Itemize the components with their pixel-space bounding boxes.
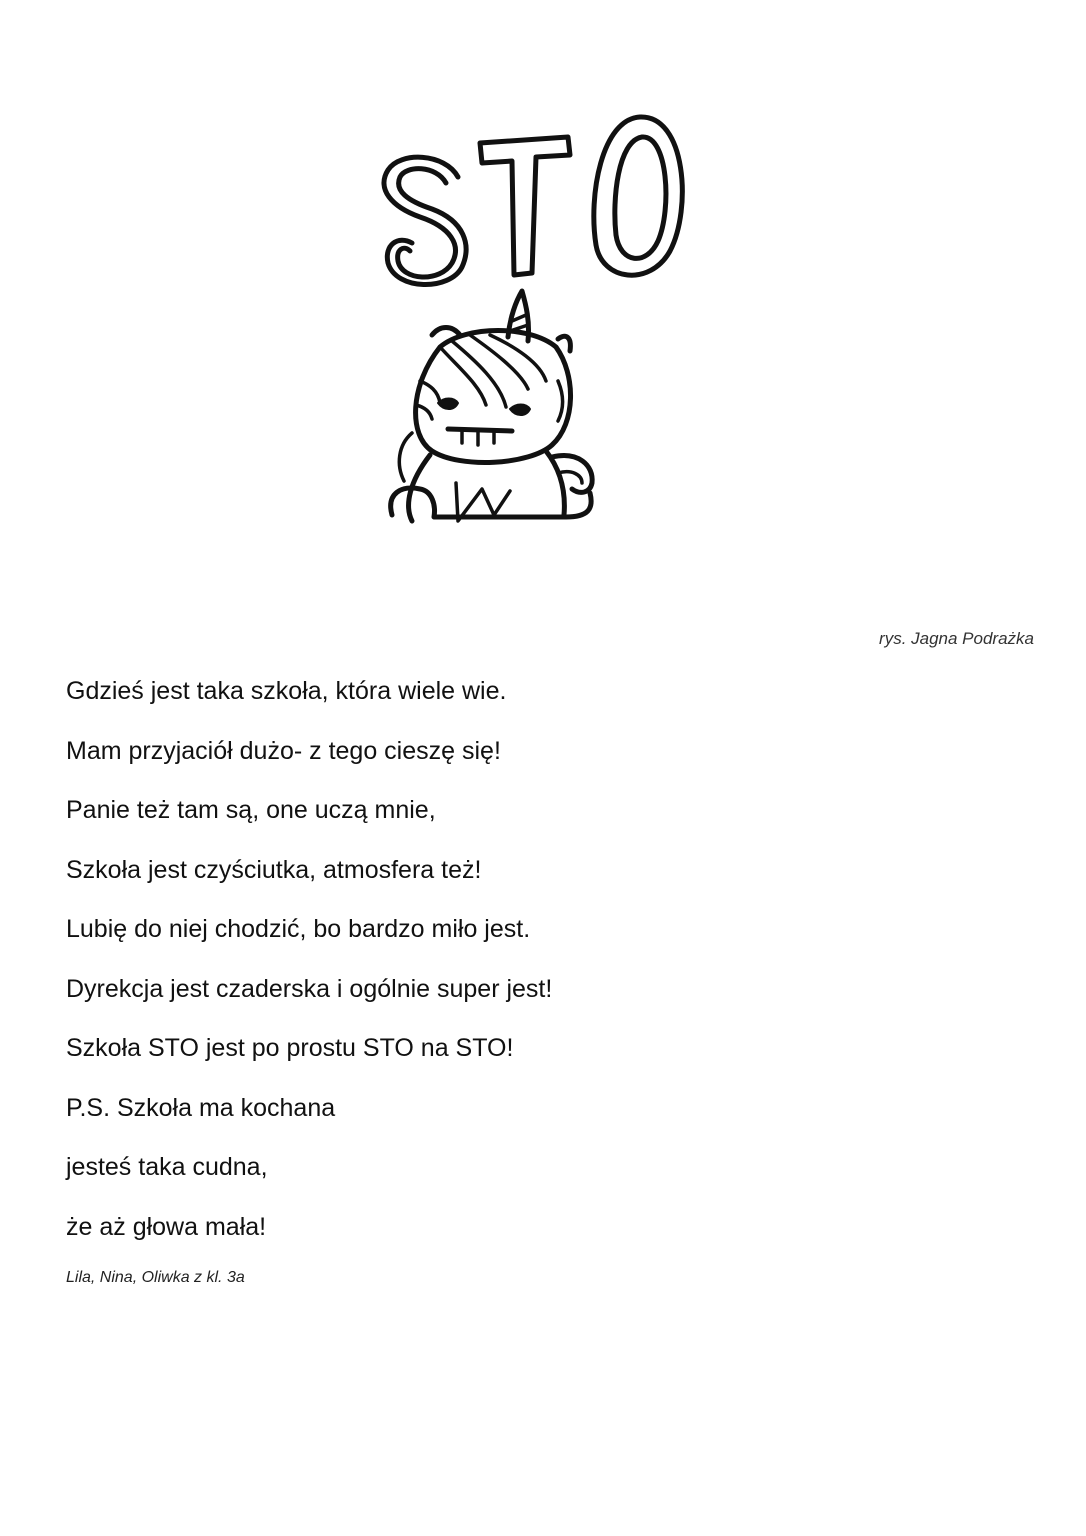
poem-line: że aż głowa mała!	[66, 1212, 267, 1241]
poem-line: Szkoła jest czyściutka, atmosfera też!	[66, 855, 482, 884]
letter-s-drawing	[384, 157, 466, 284]
unicorn-drawing	[391, 291, 592, 521]
poem-authors: Lila, Nina, Oliwka z kl. 3a	[66, 1269, 245, 1286]
poem-line: Gdzieś jest taka szkoła, która wiele wie.	[66, 677, 507, 705]
sto-unicorn-drawing	[340, 85, 740, 560]
poem-line: Dyrekcja jest czaderska i ogólnie super jest!	[66, 974, 553, 1003]
poem-line: jesteś taka cudna,	[66, 1153, 268, 1181]
poem-line: Szkoła STO jest po prostu STO na STO!	[66, 1034, 514, 1062]
poem-line: P.S. Szkoła ma kochana	[66, 1093, 336, 1122]
poem-line: Lubię do niej chodzić, bo bardzo miło jest.	[66, 915, 531, 943]
poem	[66, 676, 552, 1271]
letter-o-drawing	[594, 117, 682, 275]
unicorn-illustration	[340, 85, 740, 560]
poem-line: Panie też tam są, one uczą mnie,	[66, 796, 436, 824]
letter-t-drawing	[480, 137, 570, 275]
illustration-credit: rys. Jagna Podrażka	[879, 629, 1034, 648]
poem-line: Mam przyjaciół dużo- z tego cieszę się!	[66, 736, 501, 765]
